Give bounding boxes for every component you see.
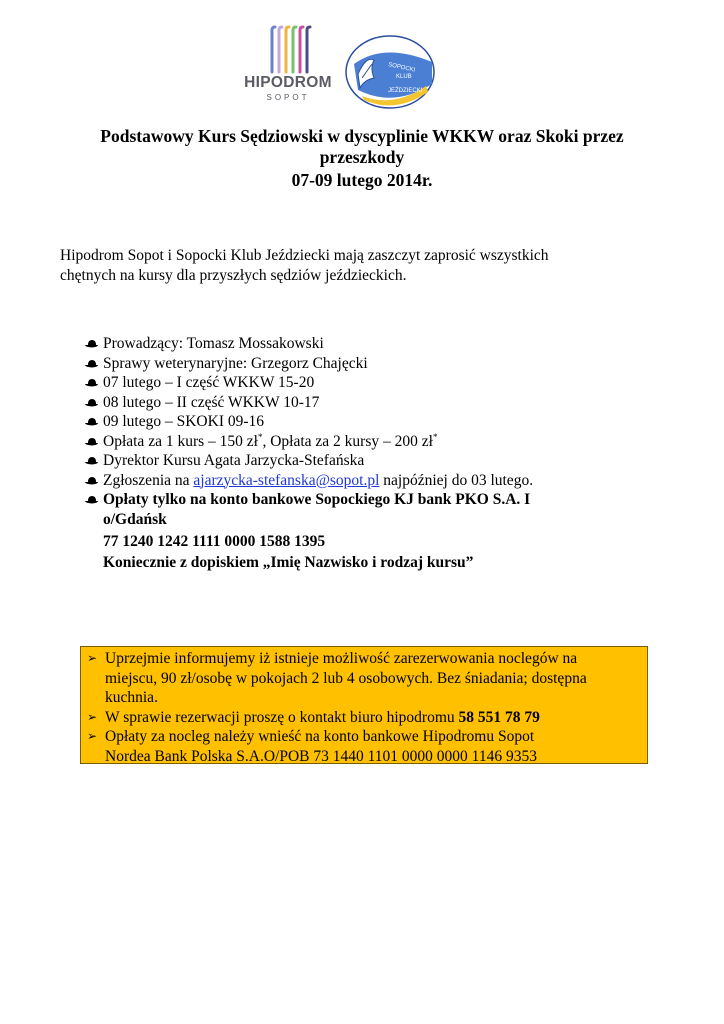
page-title-line1: Podstawowy Kurs Sędziowski w dyscyplinie WKKW oraz Skoki przez: [100, 126, 624, 146]
accommodation-info-box: [80, 646, 648, 764]
header-logos: [0, 22, 724, 112]
hat-bullet-icon: [84, 359, 99, 369]
hat-bullet-icon: [84, 476, 99, 486]
registration-email-link[interactable]: ajarzycka-stefanska@sopot.pl: [193, 471, 380, 489]
arrow-bullet-icon: ➢: [87, 729, 98, 743]
hat-bullet-icon: [84, 378, 99, 388]
list-item-registration: Zgłoszenia na ajarzycka-stefanska@sopot.pl najpóźniej do 03 lutego.: [84, 471, 684, 491]
list-item: 07 lutego – I część WKKW 15-20: [84, 373, 684, 393]
hat-bullet-icon: [84, 495, 99, 505]
list-item: Prowadzący: Tomasz Mossakowski: [84, 334, 684, 354]
svg-text:SOPOCKI: SOPOCKI: [387, 62, 416, 74]
list-item: 09 lutego – SKOKI 09-16: [84, 412, 684, 432]
hipodrom-logo-sub: SOPOT: [266, 93, 310, 102]
intro-paragraph: [60, 246, 660, 286]
intro-line2: chętnych na kursy dla przyszłych sędziów jeździeckich.: [60, 267, 407, 284]
svg-text:KLUB: KLUB: [396, 74, 412, 80]
info-item: ➢ W sprawie rezerwacji proszę o kontakt biuro hipodromu 58 551 78 79: [87, 708, 540, 726]
page-title-date: 07-09 lutego 2014r.: [291, 170, 433, 190]
hat-bullet-icon: [84, 437, 99, 447]
svg-text:JEŹDZIECKI: JEŹDZIECKI: [388, 88, 423, 94]
hat-bullet-icon: [84, 339, 99, 349]
list-item: Dyrektor Kursu Agata Jarzycka-Stefańska: [84, 451, 684, 471]
bank-account-block: [84, 531, 684, 573]
hipodrom-sopot-logo: [238, 22, 338, 102]
list-item-payment: Opłaty tylko na konto bankowe Sopockiego KJ bank PKO S.A. I o/Gdańsk: [84, 490, 684, 529]
office-phone-number: 58 551 78 79: [458, 708, 540, 726]
bank-account-number: 77 1240 1242 1111 0000 1588 1395: [103, 533, 326, 550]
hipodrom-poles-icon: [238, 22, 338, 74]
hat-bullet-icon: [84, 456, 99, 466]
info-item: ➢ Uprzejmie informujemy iż istnieje możliwość zarezerwowania noclegów na miejscu, 90 zł/osobę w pokojach 2 lub 4 osobowych. Bez śniadania; dostępna kuchnia.: [87, 650, 587, 706]
arrow-bullet-icon: ➢: [87, 651, 98, 665]
ksj-horse-emblem-icon: [344, 34, 436, 110]
hat-bullet-icon: [84, 417, 99, 427]
sopocki-klub-jezdziecki-logo: [344, 34, 436, 114]
course-details-list: [84, 334, 684, 573]
list-item: Sprawy weterynaryjne: Grzegorz Chajęcki: [84, 354, 684, 374]
hipodrom-logo-name: HIPODROM: [244, 74, 332, 91]
intro-line1: Hipodrom Sopot i Sopocki Klub Jeździecki mają zaszczyt zaprosić wszystkich: [60, 247, 549, 264]
arrow-bullet-icon: ➢: [87, 709, 98, 724]
info-item: ➢ Opłaty za nocleg należy wnieść na konto bankowe Hipodromu Sopot Nordea Bank Polska S.A.O/POB 73 1440 1101 0000 0000 1146 9353: [87, 728, 537, 765]
hat-bullet-icon: [84, 398, 99, 408]
list-item: 08 lutego – II część WKKW 10-17: [84, 393, 684, 413]
payment-note: Koniecznie z dopiskiem „Imię Nazwisko i rodzaj kursu”: [103, 554, 474, 571]
page-title-line2: przeszkody: [319, 147, 405, 167]
list-item-fees: Opłata za 1 kurs – 150 zł*, Opłata za 2 kursy – 200 zł*: [84, 432, 684, 452]
